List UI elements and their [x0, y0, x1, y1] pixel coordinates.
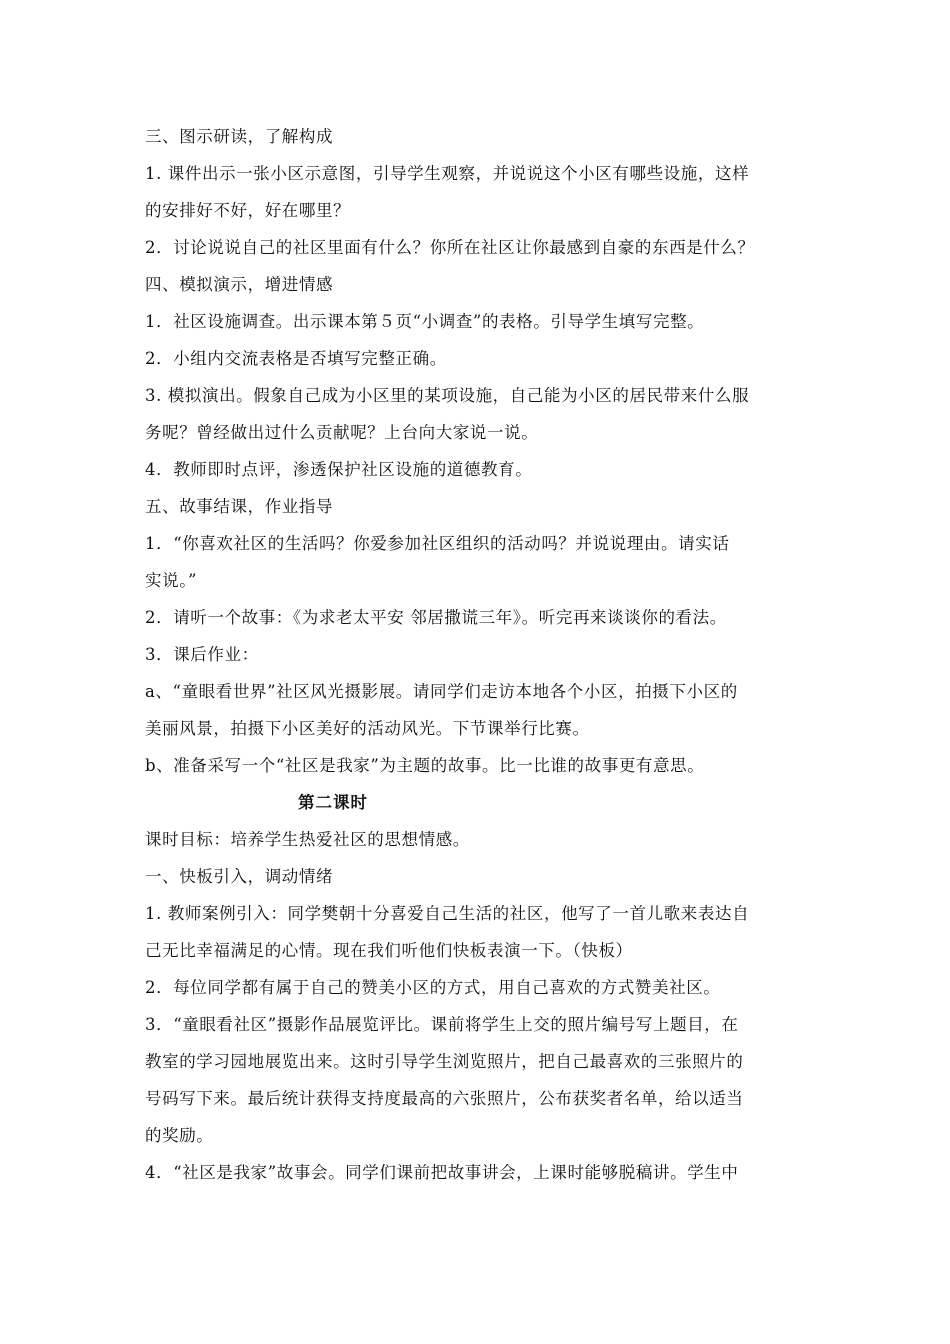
paragraph-line: 1. 教师案例引入：同学樊朝十分喜爱自己生活的社区，他写了一首儿歌来表达自 [145, 904, 750, 923]
paragraph-line: 4．教师即时点评，渗透保护社区设施的道德教育。 [145, 460, 533, 479]
document-body [145, 118, 815, 1191]
paragraph-line: 3．课后作业： [145, 645, 259, 664]
paragraph-line: 2．请听一个故事：《为求老太平安 邻居撒谎三年》。听完再来谈谈你的看法。 [145, 608, 727, 627]
paragraph-line: 3．“童眼看社区”摄影作品展览评比。课前将学生上交的照片编号写上题目，在 [145, 1015, 739, 1034]
paragraph-line: 2．讨论说说自己的社区里面有什么？你所在社区让你最感到自豪的东西是什么？ [145, 238, 755, 257]
paragraph-line: 4．“社区是我家”故事会。同学们课前把故事讲会，上课时能够脱稿讲。学生中 [145, 1163, 739, 1182]
section-heading: 四、模拟演示，增进情感 [145, 275, 334, 294]
paragraph-line: a、“童眼看世界”社区风光摄影展。请同学们走访本地各个小区，拍摄下小区的 [145, 682, 738, 701]
paragraph-line: 实说。” [145, 571, 198, 590]
paragraph-line: 3. 模拟演出。假象自己成为小区里的某项设施，自己能为小区的居民带来什么服 [145, 386, 750, 405]
paragraph-line: b、准备采写一个“社区是我家”为主题的故事。比一比谁的故事更有意思。 [145, 756, 705, 775]
paragraph-line: 的奖励。 [145, 1126, 214, 1145]
paragraph-line: 1．“你喜欢社区的生活吗？你爱参加社区组织的活动吗？并说说理由。请实话 [145, 534, 730, 553]
paragraph-line: 课时目标：培养学生热爱社区的思想情感。 [145, 830, 470, 849]
section-heading: 一、快板引入，调动情绪 [145, 867, 334, 886]
paragraph-line: 务呢？曾经做出过什么贡献呢？上台向大家说一说。 [145, 423, 539, 442]
paragraph-line: 1. 课件出示一张小区示意图，引导学生观察，并说说这个小区有哪些设施，这样 [145, 164, 750, 183]
paragraph-line: 己无比幸福满足的心情。现在我们听他们快板表演一下。（快板） [145, 941, 633, 960]
paragraph-line: 美丽风景，拍摄下小区美好的活动风光。下节课举行比赛。 [145, 719, 590, 738]
paragraph-line: 2．小组内交流表格是否填写完整正确。 [145, 349, 447, 368]
paragraph-line: 教室的学习园地展览出来。这时引导学生浏览照片，把自己最喜欢的三张照片的 [145, 1052, 744, 1071]
section-heading: 三、图示研读，了解构成 [145, 127, 334, 146]
paragraph-line: 号码写下来。最后统计获得支持度最高的六张照片，公布获奖者名单，给以适当 [145, 1089, 744, 1108]
paragraph-line: 的安排好不好，好在哪里？ [145, 201, 351, 220]
paragraph-line: 2．每位同学都有属于自己的赞美小区的方式，用自己喜欢的方式赞美社区。 [145, 978, 721, 997]
paragraph-line: 1．社区设施调查。出示课本第５页“小调查”的表格。引导学生填写完整。 [145, 312, 705, 331]
lesson-title: 第二课时 [298, 793, 368, 812]
section-heading: 五、故事结课，作业指导 [145, 497, 334, 516]
